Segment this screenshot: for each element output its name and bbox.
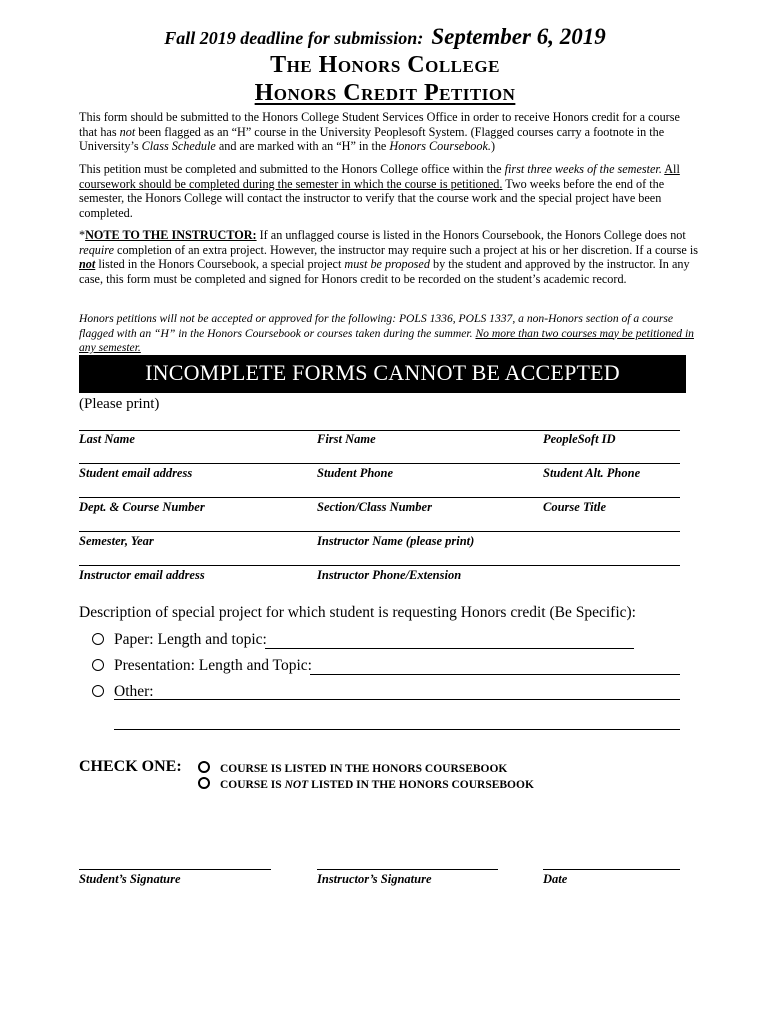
presentation-option-label: Presentation: Length and Topic: <box>114 657 312 674</box>
course-listed-radio-icon[interactable] <box>198 761 210 773</box>
paper-option-label: Paper: Length and topic: <box>114 631 267 648</box>
last-name-label: Last Name <box>79 432 135 446</box>
course-not-listed-label: COURSE IS NOT LISTED IN THE HONORS COURSEBOOK <box>220 779 534 791</box>
instructor-name-label: Instructor Name (please print) <box>317 534 475 548</box>
first-name-label: First Name <box>317 432 376 446</box>
presentation-line[interactable] <box>310 674 680 675</box>
semester-year-label: Semester, Year <box>79 534 154 548</box>
college-title: The Honors College <box>270 52 500 78</box>
course-listed-option[interactable] <box>198 761 507 775</box>
field-line-4[interactable] <box>79 531 680 532</box>
field-line-3[interactable] <box>79 497 680 498</box>
date-line[interactable] <box>543 869 680 870</box>
student-email-label: Student email address <box>79 466 193 480</box>
other-option-label: Other: <box>114 683 154 700</box>
date-label: Date <box>543 872 568 886</box>
instructor-signature-label: Instructor’s Signature <box>317 872 432 886</box>
presentation-option[interactable] <box>92 657 312 675</box>
paper-radio-icon[interactable] <box>92 633 104 645</box>
peoplesoft-id-label: PeopleSoft ID <box>543 432 616 446</box>
field-line-2[interactable] <box>79 463 680 464</box>
deadline-label: Fall 2019 deadline for submission: <box>164 28 424 48</box>
instructor-signature-line[interactable] <box>317 869 498 870</box>
other-line-2[interactable] <box>114 729 680 730</box>
please-print-note: (Please print) <box>79 396 160 412</box>
paper-option[interactable] <box>92 631 267 649</box>
student-signature-line[interactable] <box>79 869 271 870</box>
section-class-label: Section/Class Number <box>317 500 432 514</box>
exclusions-paragraph: Honors petitions will not be accepted or approved for the following: POLS 1336, POLS 1337, a non-Honors section of a course flagged with an “H” in the Honors Coursebook or courses taken during the summer. No more than two courses may be petitioned in any semester. <box>79 312 694 354</box>
description-prompt: Description of special project for which student is requesting Honors credit (Be Specific): <box>79 604 636 621</box>
course-not-listed-option[interactable] <box>198 777 534 791</box>
student-signature-label: Student’s Signature <box>79 872 181 886</box>
dept-course-label: Dept. & Course Number <box>79 500 205 514</box>
student-alt-phone-label: Student Alt. Phone <box>543 466 641 480</box>
instructor-note-paragraph: *NOTE TO THE INSTRUCTOR: If an unflagged course is listed in the Honors Coursebook, the Honors College does not require completion of an extra project. However, the instructor may require such a project at his or her discretion. If a course is not listed in the Honors Coursebook, a special project must be proposed by the student and approved by the instructor. In any case, this form must be completed and signed for Honors credit to be recorded on the student’s academic record. <box>79 228 698 286</box>
student-phone-label: Student Phone <box>317 466 394 480</box>
deadline-line <box>0 24 770 50</box>
field-line-1[interactable] <box>79 430 680 431</box>
course-title-label: Course Title <box>543 500 607 514</box>
other-line[interactable] <box>114 699 680 700</box>
course-listed-label: COURSE IS LISTED IN THE HONORS COURSEBOOK <box>220 763 508 775</box>
instructor-email-label: Instructor email address <box>79 568 205 582</box>
form-title: Honors Credit Petition <box>254 80 516 106</box>
intro-paragraph: This form should be submitted to the Honors College Student Services Office in order to receive Honors credit for a course that has not been flagged as an “H” course in the University Peoplesoft System. (Flagged courses carry a footnote in the University’s Class Schedule and are marked with an “H” in the Honors Coursebook.) <box>79 110 680 153</box>
deadline-paragraph: This petition must be completed and submitted to the Honors College office within the first three weeks of the semester. All coursework should be completed during the semester in which the course is petitioned. Two weeks before the end of the semester, the Honors College will contact the instructor to verify that the course work and the special project have been completed. <box>79 162 680 220</box>
course-not-listed-radio-icon[interactable] <box>198 777 210 789</box>
instructor-phone-label: Instructor Phone/Extension <box>317 568 462 582</box>
check-one-label: CHECK ONE: <box>79 758 182 775</box>
paper-line[interactable] <box>265 648 634 649</box>
other-radio-icon[interactable] <box>92 685 104 697</box>
incomplete-forms-banner: INCOMPLETE FORMS CANNOT BE ACCEPTED <box>79 355 686 393</box>
deadline-date: September 6, 2019 <box>431 24 606 49</box>
presentation-radio-icon[interactable] <box>92 659 104 671</box>
field-line-5[interactable] <box>79 565 680 566</box>
